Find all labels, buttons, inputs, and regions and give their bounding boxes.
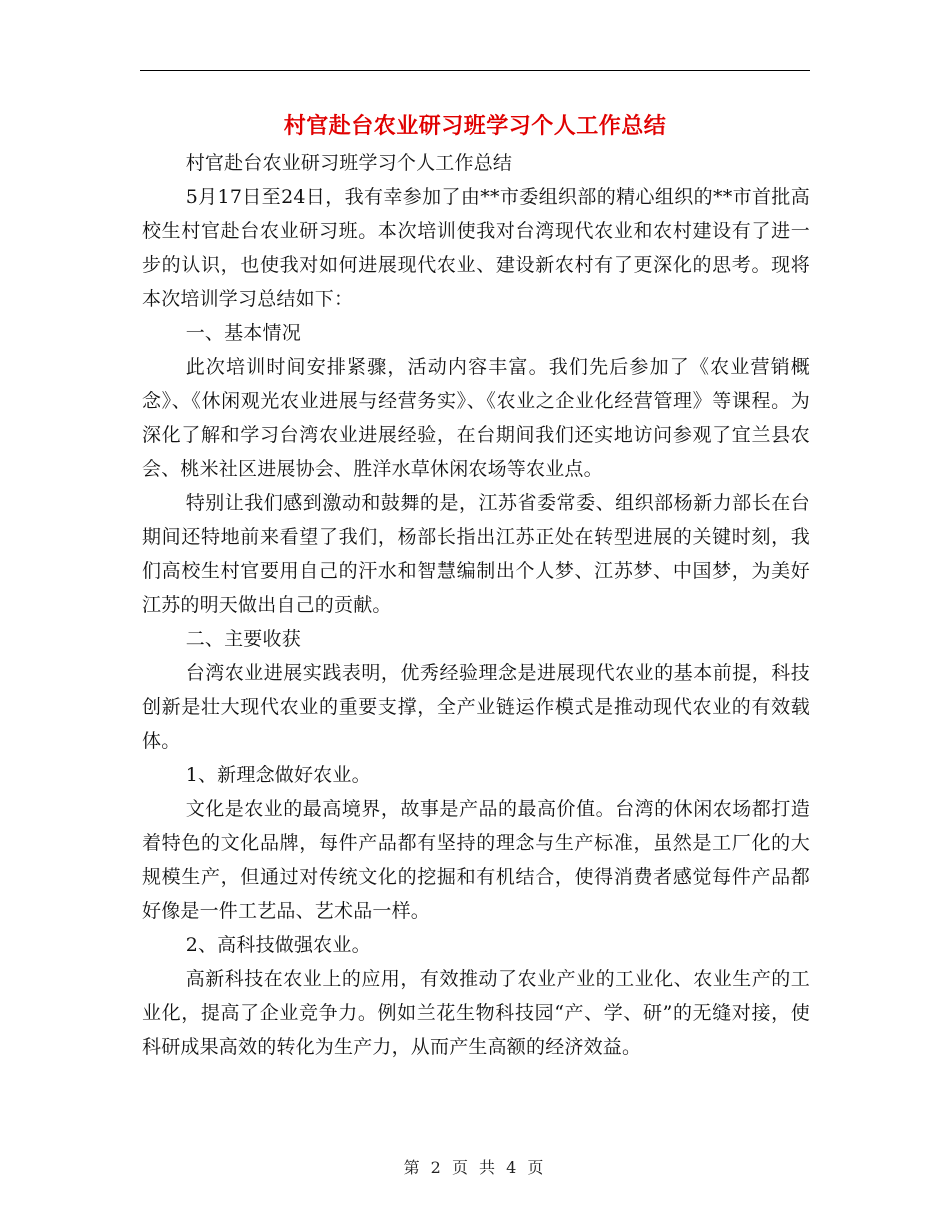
subheading-high-tech: 2、高科技做强农业。: [185, 934, 371, 956]
paragraph-culture: 文化是农业的最高境界，故事是产品的最高价值。台湾的休闲农场都打造着特色的文化品牌，每件产品都有坚持的理念与生产标准，虽然是工厂化的大规模生产，但通过对传统文化的挖掘和有机结合，使得消费者感觉每件产品都好像是一件工艺品、艺术品一样。: [142, 798, 810, 922]
page-number: 第 2 页 共 4 页: [403, 1158, 547, 1177]
document-title: 村官赴台农业研习班学习个人工作总结: [283, 113, 667, 139]
paragraph-gains-summary: 台湾农业进展实践表明，优秀经验理念是进展现代农业的基本前提，科技创新是壮大现代农业的重要支撑，全产业链运作模式是推动现代农业的有效载体。: [142, 662, 810, 752]
paragraph-subtitle: 村官赴台农业研习班学习个人工作总结: [185, 152, 513, 174]
subheading-new-ideas: 1、新理念做好农业。: [185, 764, 371, 786]
section-heading-basic: 一、基本情况: [185, 322, 301, 344]
document-body: [142, 146, 810, 1064]
paragraph-visit: 特别让我们感到激动和鼓舞的是，江苏省委常委、组织部杨新力部长在台期间还特地前来看望了我们，杨部长指出江苏正处在转型进展的关键时刻，我们高校生村官要用自己的汗水和智慧编制出个人梦、江苏梦、中国梦，为美好江苏的明天做出自己的贡献。: [142, 492, 810, 616]
paragraph-intro: 5月17日至24日，我有幸参加了由**市委组织部的精心组织的**市首批高校生村官赴台农业研习班。本次培训使我对台湾现代农业和农村建设有了进一步的认识，也使我对如何进展现代农业、建设新农村有了更深化的思考。现将本次培训学习总结如下：: [142, 186, 810, 310]
section-heading-gains: 二、主要收获: [185, 628, 301, 650]
paragraph-technology: 高新科技在农业上的应用，有效推动了农业产业的工业化、农业生产的工业化，提高了企业竞争力。例如兰花生物科技园“产、学、研”的无缝对接，使科研成果高效的转化为生产力，从而产生高额的经济效益。: [142, 968, 810, 1058]
header-rule: [140, 70, 810, 71]
paragraph-basic-situation: 此次培训时间安排紧骤，活动内容丰富。我们先后参加了《农业营销概念》、《休闲观光农业进展与经营务实》、《农业之企业化经营管理》等课程。为深化了解和学习台湾农业进展经验，在台期间我们还实地访问参观了宜兰县农会、桃米社区进展协会、胜洋水草休闲农场等农业点。: [142, 356, 810, 480]
